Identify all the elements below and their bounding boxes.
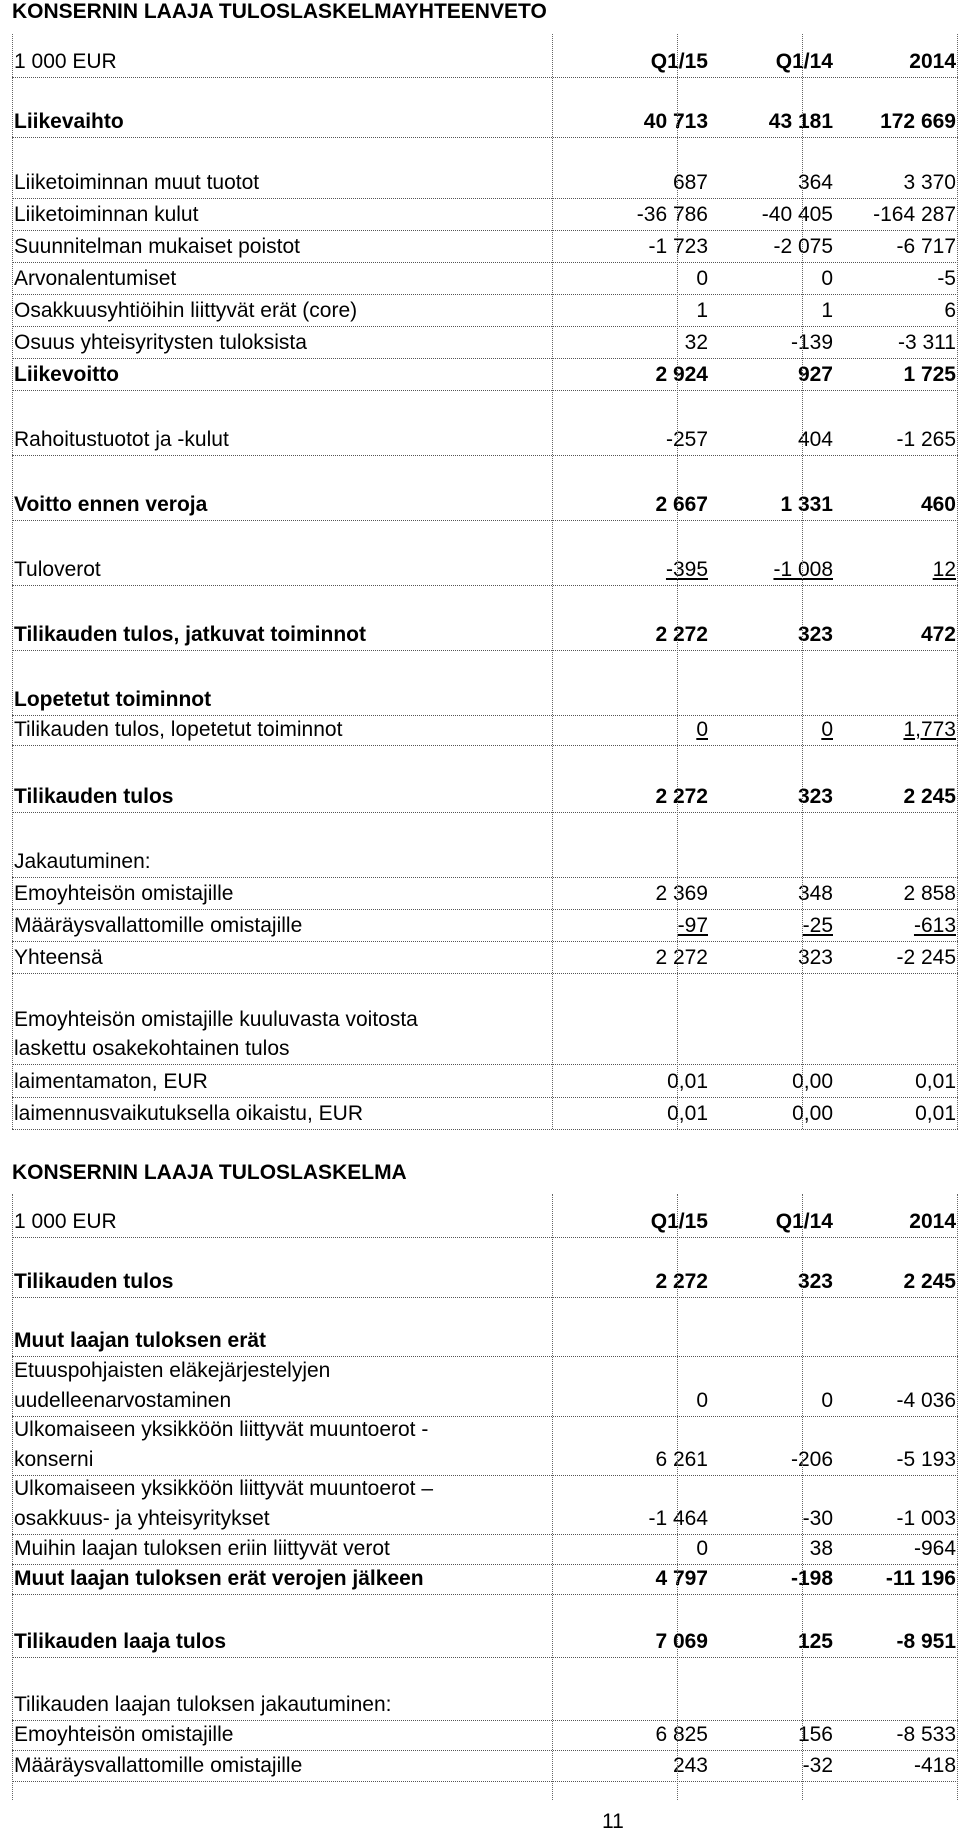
- table-row: [12, 492, 958, 521]
- row-value: 0: [821, 1389, 833, 1412]
- column-header-period: Q1/14: [775, 1210, 833, 1233]
- row-label: osakkuus- ja yhteisyritykset: [14, 1507, 270, 1530]
- grid-line: [12, 34, 13, 1129]
- row-value: -164 287: [873, 203, 956, 226]
- row-value: 472: [920, 623, 956, 646]
- row-label: Tilikauden tulos, jatkuvat toiminnot: [14, 623, 366, 646]
- row-value: 243: [672, 1754, 708, 1777]
- row-value: 6 825: [655, 1723, 708, 1746]
- row-value: -3 311: [898, 331, 956, 354]
- row-value: 323: [797, 785, 833, 808]
- row-value: -5: [937, 267, 956, 290]
- row-value: 2 272: [655, 623, 708, 646]
- section-title: KONSERNIN LAAJA TULOSLASKELMA: [12, 1161, 407, 1184]
- table-row: [12, 849, 958, 878]
- row-value: 364: [797, 171, 833, 194]
- row-label: Liikevoitto: [14, 363, 120, 386]
- row-value: 2 858: [903, 882, 956, 905]
- table-row: [12, 1358, 958, 1386]
- row-value: 12: [932, 558, 956, 581]
- row-label: Voitto ennen veroja: [14, 493, 208, 516]
- table-row: [12, 1417, 958, 1445]
- row-value: -6 717: [896, 235, 956, 258]
- row-label: Muut laajan tuloksen erät: [14, 1329, 267, 1352]
- row-label: Tilikauden laajan tuloksen jakautuminen:: [14, 1693, 392, 1716]
- row-value: -5 193: [896, 1448, 956, 1471]
- table-row: [12, 1447, 958, 1476]
- row-value: -964: [913, 1537, 956, 1560]
- row-label: Liiketoiminnan kulut: [14, 203, 199, 226]
- row-label: Määräysvallattomille omistajille: [14, 1754, 303, 1777]
- row-value: 2 245: [903, 785, 956, 808]
- row-label: Tilikauden tulos, lopetetut toiminnot: [14, 718, 343, 741]
- column-header-period: 2014: [909, 50, 956, 73]
- row-value: 1: [821, 299, 833, 322]
- row-value: -4 036: [896, 1389, 956, 1412]
- row-label: Yhteensä: [14, 946, 103, 969]
- column-header-unit: 1 000 EUR: [14, 50, 117, 73]
- grid-line: [957, 34, 958, 1129]
- column-header-period: 2014: [909, 1210, 956, 1233]
- row-value: -198: [790, 1567, 833, 1590]
- row-value: -418: [913, 1754, 956, 1777]
- table-row: [12, 1388, 958, 1417]
- column-header-period: Q1/14: [775, 50, 833, 73]
- row-value: 1 331: [780, 493, 833, 516]
- table-row: [12, 1753, 958, 1782]
- row-label: Emoyhteisön omistajille kuuluvasta voitosta: [14, 1008, 418, 1031]
- row-value: 0: [821, 718, 833, 741]
- row-value: 1: [696, 299, 708, 322]
- column-header-unit: 1 000 EUR: [14, 1210, 117, 1233]
- table-row: [12, 1629, 958, 1658]
- table-header-row: [12, 1209, 958, 1238]
- row-value: -8 533: [896, 1723, 956, 1746]
- row-value: 0: [696, 267, 708, 290]
- row-value: 0,01: [915, 1102, 956, 1125]
- table-row: [12, 1722, 958, 1751]
- row-label: laimentamaton, EUR: [14, 1070, 208, 1093]
- row-value: 4 797: [655, 1567, 708, 1590]
- row-value: 1 725: [903, 363, 956, 386]
- row-value: -1 723: [648, 235, 708, 258]
- page-number: 11: [602, 1810, 624, 1833]
- row-label: Suunnitelman mukaiset poistot: [14, 235, 300, 258]
- row-value: 460: [920, 493, 956, 516]
- row-value: -139: [790, 331, 833, 354]
- row-value: -36 786: [636, 203, 708, 226]
- table-row: [12, 266, 958, 295]
- table-row: [12, 234, 958, 263]
- row-label: Liikevaihto: [14, 110, 124, 133]
- row-value: -1 008: [773, 558, 833, 581]
- row-label: uudelleenarvostaminen: [14, 1389, 232, 1412]
- table-row: [12, 362, 958, 391]
- grid-line: [957, 1194, 958, 1800]
- grid-line: [802, 1194, 803, 1800]
- row-value: 6: [944, 299, 956, 322]
- row-value: -30: [802, 1507, 833, 1530]
- table-row: [12, 202, 958, 231]
- row-label: Muut laajan tuloksen erät verojen jälkeen: [14, 1567, 424, 1590]
- table-row: [12, 1269, 958, 1298]
- page-title: KONSERNIN LAAJA TULOSLASKELMAYHTEENVETO: [12, 0, 547, 23]
- row-value: 172 669: [880, 110, 956, 133]
- table-header-row: [12, 49, 958, 78]
- row-label: Emoyhteisön omistajille: [14, 1723, 234, 1746]
- row-value: 2 272: [655, 785, 708, 808]
- row-value: 38: [809, 1537, 833, 1560]
- row-value: 323: [797, 623, 833, 646]
- row-value: -40 405: [761, 203, 833, 226]
- row-label: laskettu osakekohtainen tulos: [14, 1037, 290, 1060]
- row-value: 0,00: [792, 1102, 833, 1125]
- row-value: -1 003: [896, 1507, 956, 1530]
- row-value: 2 272: [655, 1270, 708, 1293]
- row-value: -257: [665, 428, 708, 451]
- table-row: [12, 1036, 958, 1065]
- table-row: [12, 298, 958, 327]
- column-header-period: Q1/15: [650, 50, 708, 73]
- row-value: -2 075: [773, 235, 833, 258]
- grid-line: [677, 34, 678, 1129]
- row-label: Osuus yhteisyritysten tuloksista: [14, 331, 307, 354]
- row-label: Tilikauden tulos: [14, 785, 174, 808]
- row-value: 2 924: [655, 363, 708, 386]
- row-value: 687: [672, 171, 708, 194]
- row-value: 927: [797, 363, 833, 386]
- row-value: -1 464: [648, 1507, 708, 1530]
- table-row: [12, 170, 958, 199]
- row-label: Muihin laajan tuloksen eriin liittyvät verot: [14, 1537, 390, 1560]
- row-label: Tilikauden tulos: [14, 1270, 174, 1293]
- row-label: Jakautuminen:: [14, 850, 151, 873]
- comprehensive-income-table: [12, 1194, 958, 1800]
- row-value: -97: [677, 914, 708, 937]
- column-header-period: Q1/15: [650, 1210, 708, 1233]
- row-value: 0: [821, 267, 833, 290]
- row-value: -8 951: [896, 1630, 956, 1653]
- row-value: 7 069: [655, 1630, 708, 1653]
- row-value: -206: [790, 1448, 833, 1471]
- row-value: 156: [797, 1723, 833, 1746]
- row-value: 43 181: [768, 110, 833, 133]
- row-label: Tilikauden laaja tulos: [14, 1630, 227, 1653]
- row-label: konserni: [14, 1448, 94, 1471]
- row-value: 2 245: [903, 1270, 956, 1293]
- row-value: 2 667: [655, 493, 708, 516]
- row-value: 404: [797, 428, 833, 451]
- row-value: -32: [802, 1754, 833, 1777]
- table-row: [12, 109, 958, 138]
- table-row: [12, 687, 958, 716]
- row-value: 323: [797, 1270, 833, 1293]
- row-value: 0,01: [667, 1102, 708, 1125]
- grid-line: [552, 34, 553, 1129]
- row-value: 0,00: [792, 1070, 833, 1093]
- row-label: Liiketoiminnan muut tuotot: [14, 171, 260, 194]
- row-label: Lopetetut toiminnot: [14, 688, 212, 711]
- row-value: 0: [696, 718, 708, 741]
- row-label: Määräysvallattomille omistajille: [14, 914, 303, 937]
- row-value: 40 713: [643, 110, 708, 133]
- table-row: [12, 784, 958, 813]
- row-value: 0: [696, 1389, 708, 1412]
- table-row: [12, 1328, 958, 1357]
- row-label: Arvonalentumiset: [14, 267, 177, 290]
- table-row: [12, 1101, 958, 1130]
- table-row: [12, 945, 958, 974]
- table-row: [12, 1506, 958, 1535]
- row-value: -11 196: [885, 1567, 956, 1590]
- row-value: 1,773: [903, 718, 956, 741]
- row-value: -613: [913, 914, 956, 937]
- row-value: -25: [802, 914, 833, 937]
- table-row: [12, 717, 958, 746]
- row-value: 32: [684, 331, 708, 354]
- row-value: 2 272: [655, 946, 708, 969]
- row-value: -1 265: [896, 428, 956, 451]
- table-row: [12, 622, 958, 651]
- grid-line: [12, 1194, 13, 1800]
- table-row: [12, 1692, 958, 1721]
- table-row: [12, 1007, 958, 1035]
- income-summary-table: [12, 34, 958, 1129]
- table-row: [12, 881, 958, 910]
- row-label: Rahoitustuotot ja -kulut: [14, 428, 229, 451]
- table-row: [12, 1536, 958, 1565]
- row-value: 125: [797, 1630, 833, 1653]
- row-value: 0: [696, 1537, 708, 1560]
- row-label: Tuloverot: [14, 558, 101, 581]
- row-label: laimennusvaikutuksella oikaistu, EUR: [14, 1102, 363, 1125]
- table-row: [12, 427, 958, 456]
- row-value: 348: [797, 882, 833, 905]
- table-row: [12, 913, 958, 942]
- table-row: [12, 557, 958, 586]
- row-value: 323: [797, 946, 833, 969]
- table-row: [12, 1476, 958, 1504]
- table-row: [12, 1566, 958, 1595]
- grid-line: [802, 34, 803, 1129]
- row-value: 0,01: [915, 1070, 956, 1093]
- row-value: -395: [665, 558, 708, 581]
- grid-line: [677, 1194, 678, 1800]
- row-value: 0,01: [667, 1070, 708, 1093]
- row-label: Ulkomaiseen yksikköön liittyvät muuntoerot -: [14, 1418, 429, 1441]
- table-row: [12, 330, 958, 359]
- table-row: [12, 1069, 958, 1098]
- grid-line: [552, 1194, 553, 1800]
- row-label: Ulkomaiseen yksikköön liittyvät muuntoerot –: [14, 1477, 434, 1500]
- row-value: -2 245: [896, 946, 956, 969]
- row-label: Osakkuusyhtiöihin liittyvät erät (core): [14, 299, 358, 322]
- row-value: 6 261: [655, 1448, 708, 1471]
- row-label: Etuuspohjaisten eläkejärjestelyjen: [14, 1359, 331, 1382]
- row-value: 2 369: [655, 882, 708, 905]
- row-label: Emoyhteisön omistajille: [14, 882, 234, 905]
- row-value: 3 370: [903, 171, 956, 194]
